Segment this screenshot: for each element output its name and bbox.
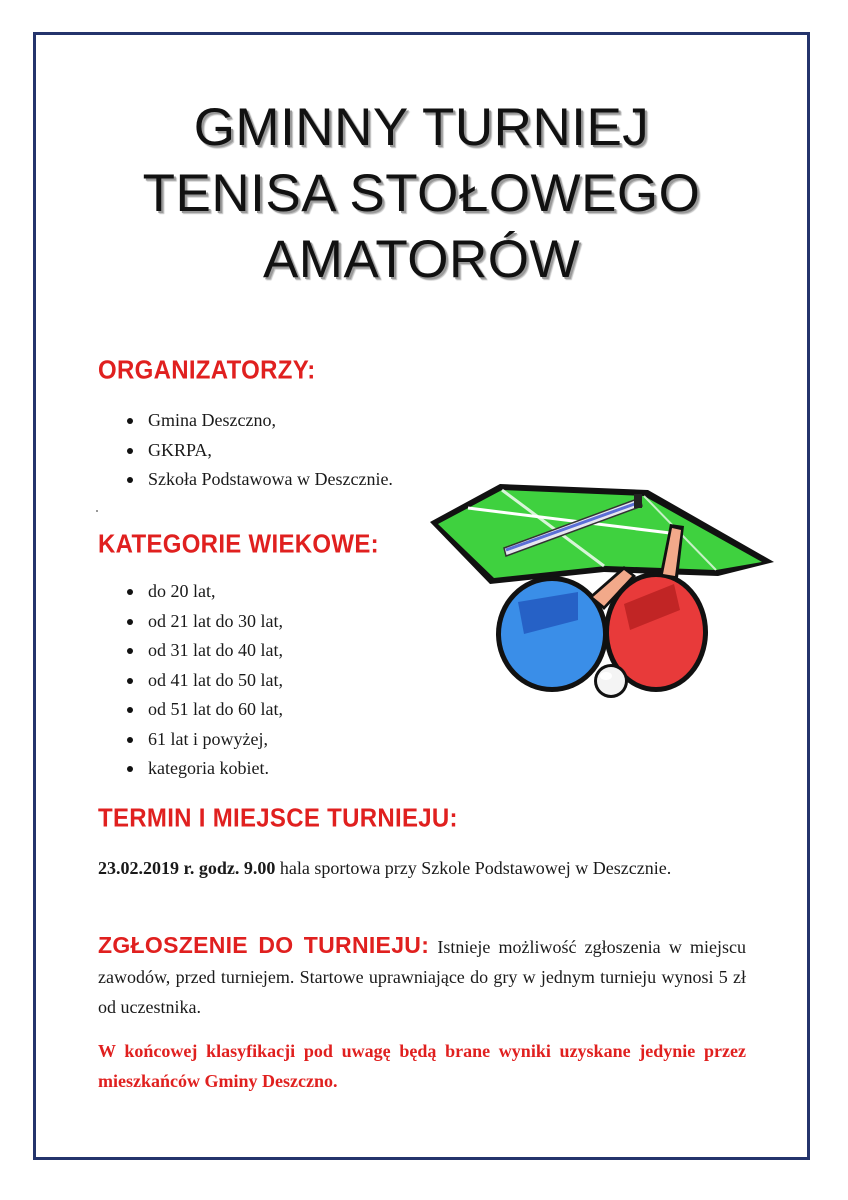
categories-heading: KATEGORIE WIEKOWE: — [98, 530, 379, 560]
registration-paragraph — [98, 930, 746, 1022]
title-line-1: GMINNY TURNIEJ — [193, 98, 650, 157]
list-item: GKRPA, — [100, 436, 393, 466]
list-item: 61 lat i powyżej, — [100, 725, 283, 755]
list-item: kategoria kobiet. — [100, 754, 283, 784]
list-item: od 21 lat do 30 lat, — [100, 607, 283, 637]
list-item: od 31 lat do 40 lat, — [100, 636, 283, 666]
poster-title — [33, 95, 810, 293]
list-item: Gmina Deszczno, — [100, 406, 393, 436]
schedule-heading: TERMIN I MIEJSCE TURNIEJU: — [98, 804, 458, 834]
table-tennis-icon — [428, 484, 774, 712]
registration-heading: ZGŁOSZENIE DO TURNIEJU: — [98, 932, 430, 958]
schedule-date-time: 23.02.2019 r. godz. 9.00 — [98, 858, 276, 878]
title-line-3: AMATORÓW — [262, 230, 581, 289]
registration-text: Istnieje możliwość zgłoszenia w miejscu zawodów, przed turniejem. Startowe uprawniające do gry w jednym turnieju wynosi 5 zł od uczestnika. — [98, 937, 746, 1017]
list-item: od 41 lat do 50 lat, — [100, 666, 283, 696]
organizers-heading: ORGANIZATORZY: — [98, 356, 316, 386]
categories-list — [100, 577, 283, 784]
title-line-2: TENISA STOŁOWEGO — [142, 164, 701, 223]
list-item: Szkoła Podstawowa w Deszcznie. — [100, 465, 393, 495]
list-item: do 20 lat, — [100, 577, 283, 607]
list-item: od 51 lat do 60 lat, — [100, 695, 283, 725]
residency-notice: W końcowej klasyfikacji pod uwagę będą brane wyniki uzyskane jedynie przez mieszkańców Gminy Deszczno. — [98, 1041, 746, 1091]
schedule-text — [98, 853, 746, 883]
stray-dot — [96, 510, 98, 512]
schedule-place: hala sportowa przy Szkole Podstawowej w Deszcznie. — [275, 858, 672, 878]
organizers-list — [100, 406, 393, 495]
